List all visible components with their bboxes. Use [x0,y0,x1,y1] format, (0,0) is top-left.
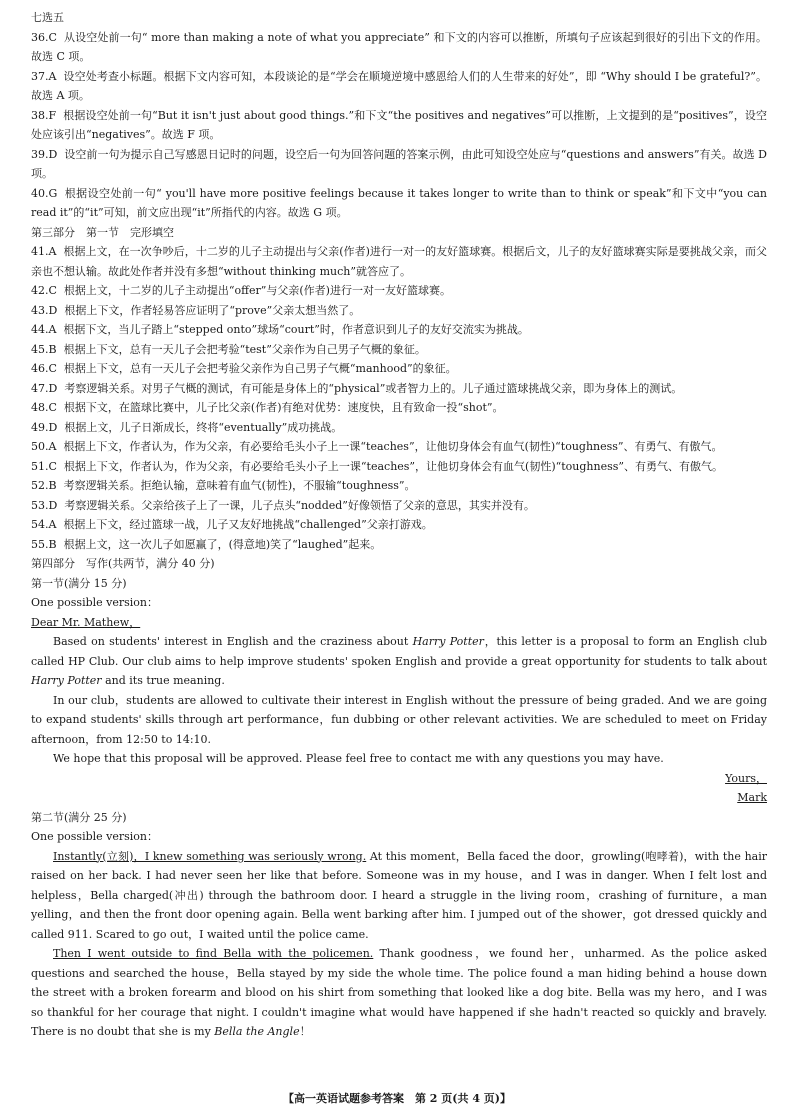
letter-text: and its true meaning. [101,674,225,687]
answer-number: 50.A [31,440,57,453]
page-content [31,8,767,1042]
letter-paragraph-2: In our club，students are allowed to cultivate their interest in English without the pressure of being graded. And we are going to expand students' skills through art performance，fun dubbing or other relevant activities. We are scheduled to meet on Friday afternoon，from 12:50 to 14:10. [31,693,767,746]
part-two-version-label: One possible version： [31,830,158,843]
answer-item [31,320,767,340]
answer-number: 40.G [31,186,58,200]
answer-explanation: 根据设空处前一句“But it isn't just about good things.”和下文“the positives and negatives”可以推断，上文提到的是“positives”，设空处应该引出“negatives”。故选 F 项。 [31,108,767,141]
answer-number: 48.C [31,401,57,414]
answer-explanation: 根据上下文，总有一天儿子会把考验父亲作为自己男子气概“manhood”的象征。 [63,362,457,375]
answer-item [31,281,767,301]
story-text: ！ [299,1025,311,1038]
answer-number: 49.D [31,420,58,434]
answer-item [31,476,767,496]
answer-number: 51.C [31,459,57,473]
given-opening-sentence: Then I went outside to find Bella with the policemen. [53,947,374,960]
answer-item [31,535,767,555]
page-footer: 【高一英语试题参考答案 第 2 页(共 4 页)】 [282,1092,512,1105]
part-one-title: 第一节(满分 15 分) [31,576,127,590]
answer-item [31,398,767,418]
answer-number: 42.C [31,284,57,297]
answer-number: 43.D [31,303,58,317]
book-title: Harry Potter [31,674,102,687]
story-paragraph-2 [31,944,767,1042]
letter-salutation: Dear Mr. Mathew， [31,615,141,629]
answer-item [31,496,767,516]
letter-signature: Mark [737,791,767,804]
letter-text: ，this letter is a proposal to form an English club called HP Club. Our club aims to help improve students' spoken English and provide a great opportunity for students to talk about [31,635,767,668]
answer-explanation: 考察逻辑关系。父亲给孩子上了一课，儿子点头“nodded”好像领悟了父亲的意思，其实并没有。 [64,498,535,512]
answer-item [31,106,767,145]
answer-explanation: 根据设空处前一句“ you'll have more positive feelings because it takes longer to write than to think or speak”和下文中“you can read it”的“it”可知，前文应出现“it”所指代的内容。故选 G 项。 [31,186,767,219]
answer-explanation: 考察逻辑关系。对男子气概的测试，有可能是身体上的“physical”或者智力上的。儿子通过篮球挑战父亲，即为身体上的测试。 [64,381,683,395]
answer-item [31,242,767,281]
answer-explanation: 根据上下文，作者轻易答应证明了“prove”父亲太想当然了。 [64,303,361,317]
answer-explanation: 设空前一句为提示自己写感恩日记时的问题，设空后一句为回答问题的答案示例，由此可知设空处应与“questions and answers”有关。故选 D 项。 [31,147,767,180]
answer-number: 55.B [31,537,57,551]
answer-number: 47.D [31,381,58,395]
answer-item [31,184,767,223]
answer-item [31,145,767,184]
section-three-title: 第三部分 第一节 完形填空 [31,225,174,239]
letter-paragraph-3: We hope that this proposal will be approved. Please feel free to contact me with any questions you may have. [53,752,664,765]
part-one-version-label: One possible version： [31,596,158,609]
answer-number: 45.B [31,342,57,356]
answer-item [31,418,767,438]
section-seven-title: 七选五 [31,11,64,24]
answer-explanation: 根据上文，儿子日渐成长，终将“eventually”成功挑战。 [64,420,343,434]
letter-closing: Yours， [725,771,767,785]
answer-number: 39.D [31,147,58,161]
section-seven-list [31,28,767,223]
story-paragraph-1 [31,847,767,945]
answer-item [31,515,767,535]
answer-explanation: 根据上文，这一次儿子如愿赢了，(得意地)笑了“laughed”起来。 [63,537,382,551]
answer-item [31,359,767,379]
story-text: At this moment，Bella faced the door，growling(咆哮着)，with the hair raised on her back. I had never seen her like that before. Someone was in my house，and I was in danger. When I felt lost and helpless，Bella charged(冲出) through the bathroom door. I heard a struggle in the living room，crashing of furniture，a man yelling，and then the front door opening again. Bella went barking after him. I jumped out of the shower，got dressed quickly and called 911. Scared to go out，I waited until the police came. [31,849,767,941]
letter-text: Based on students' interest in English and the craziness about [53,635,413,648]
answer-item [31,67,767,106]
answer-number: 53.D [31,498,58,512]
answer-number: 38.F [31,108,57,122]
answer-explanation: 根据下文，在篮球比赛中，儿子比父亲(作者)有绝对优势：速度快，且有致命一投“shot”。 [63,401,504,414]
story-text: Thank goodness，we found her，unharmed. As the police asked questions and searched the house，Bella stayed by my side the whole time. The police found a man hiding behind a house down the street with a broken forearm and blood on his shirt from something that looked like a dog bite. Bella was my hero，and I was so thankful for her courage that night. I couldn't imagine what would have happened if she hadn't reacted so quickly and bravely. There is no doubt that she is my [31,947,767,1038]
part-two-title: 第二节(满分 25 分) [31,810,127,824]
answer-number: 54.A [31,518,57,531]
answer-number: 44.A [31,323,57,336]
answer-explanation: 根据上下文，作者认为，作为父亲，有必要给毛头小子上一课“teaches”，让他切身体会有血气(韧性)“toughness”、有勇气、有傲气。 [63,440,723,453]
answer-number: 37.A [31,69,57,83]
answer-explanation: 根据下文，当儿子踏上“stepped onto”球场“court”时，作者意识到儿子的友好交流实为挑战。 [63,323,529,336]
answer-item [31,28,767,67]
answer-number: 41.A [31,245,57,258]
answer-explanation: 根据上下文，总有一天儿子会把考验“test”父亲作为自己男子气概的象征。 [63,342,426,356]
answer-item [31,301,767,321]
answer-item [31,340,767,360]
answer-item [31,457,767,477]
answer-number: 52.B [31,479,57,492]
answer-explanation: 根据上下文，作者认为，作为父亲，有必要给毛头小子上一课“teaches”，让他切身体会有血气(韧性)“toughness”、有勇气、有傲气。 [63,459,724,473]
letter-paragraph-1 [31,632,767,691]
section-three-list [31,242,767,554]
answer-item [31,379,767,399]
answer-explanation: 考察逻辑关系。拒绝认输，意味着有血气(韧性)，不服输“toughness”。 [63,479,416,492]
book-title: Harry Potter [412,635,484,648]
answer-number: 46.C [31,362,57,375]
answer-explanation: 根据上文，十二岁的儿子主动提出“offer”与父亲(作者)进行一对一友好篮球赛。 [63,284,451,297]
section-four-title: 第四部分 写作(共两节，满分 40 分) [31,557,215,570]
answer-item [31,437,767,457]
answer-explanation: 设空处考查小标题。根据下文内容可知，本段谈论的是“学会在顺境逆境中感恩给人们的人生带来的好处”，即 “Why should I be grateful?”。故选 A 项。 [31,69,767,102]
given-opening-sentence: Instantly(立刻)，I knew something was seriously wrong. [53,849,367,863]
answer-explanation: 根据上文，在一次争吵后，十二岁的儿子主动提出与父亲(作者)进行一对一的友好篮球赛。根据后文，儿子的友好篮球赛实际是要挑战父亲，而父亲也不想认输。故此处作者并没有多想“without thinking much”就答应了。 [31,245,767,278]
answer-explanation: 根据上下文，经过篮球一战，儿子又友好地挑战“challenged”父亲打游戏。 [63,518,433,531]
answer-explanation: 从设空处前一句“ more than making a note of what you appreciate” 和下文的内容可以推断，所填句子应该起到很好的引出下文的作用。故选 C 项。 [31,30,767,63]
story-title-italic: Bella the Angle [214,1025,300,1038]
answer-number: 36.C [31,30,57,44]
